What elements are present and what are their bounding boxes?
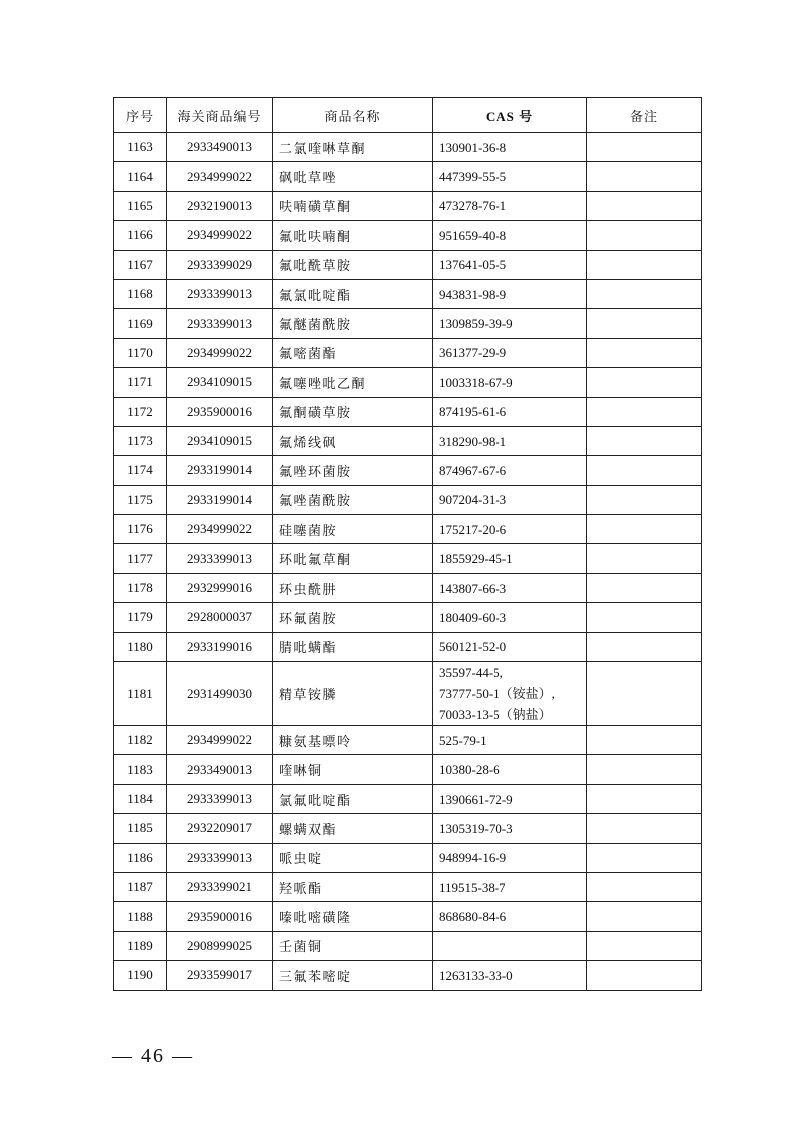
cell-seq: 1187 — [114, 872, 167, 901]
cell-note — [587, 309, 702, 338]
table-row — [114, 726, 702, 755]
cell-seq: 1184 — [114, 784, 167, 813]
cell-note — [587, 279, 702, 308]
header-note: 备注 — [587, 98, 702, 133]
table-row — [114, 250, 702, 279]
cell-product-name: 硅噻菌胺 — [273, 515, 433, 544]
cell-seq: 1181 — [114, 662, 167, 726]
cell-seq: 1188 — [114, 902, 167, 931]
cell-cas — [433, 515, 587, 544]
cell-seq: 1173 — [114, 426, 167, 455]
cell-note — [587, 726, 702, 755]
cell-note — [587, 755, 702, 784]
cell-product-name: 羟哌酯 — [273, 872, 433, 901]
cell-note — [587, 603, 702, 632]
cell-cas — [433, 426, 587, 455]
cell-cas — [433, 368, 587, 397]
cell-seq: 1190 — [114, 961, 167, 990]
cell-cas — [433, 573, 587, 602]
cell-customs-code: 2934999022 — [167, 338, 273, 367]
cell-product-name: 氟嘧菌酯 — [273, 338, 433, 367]
cell-seq: 1186 — [114, 843, 167, 872]
cas-number: 143807-66-3 — [439, 580, 507, 596]
cell-cas — [433, 872, 587, 901]
cas-number: 1309859-39-9 — [439, 316, 513, 332]
table-row — [114, 573, 702, 602]
cell-note — [587, 250, 702, 279]
cell-customs-code: 2931499030 — [167, 662, 273, 726]
cell-cas — [433, 961, 587, 990]
header-product-name: 商品名称 — [273, 98, 433, 133]
cell-product-name: 环虫酰肼 — [273, 573, 433, 602]
cell-seq: 1166 — [114, 221, 167, 250]
cell-customs-code: 2934999022 — [167, 162, 273, 191]
cas-number: 318290-98-1 — [439, 433, 507, 449]
cell-cas — [433, 162, 587, 191]
cell-customs-code: 2928000037 — [167, 603, 273, 632]
cell-note — [587, 872, 702, 901]
cell-customs-code: 2933399029 — [167, 250, 273, 279]
table-row — [114, 426, 702, 455]
cell-cas — [433, 133, 587, 162]
cell-product-name: 氟唑菌酰胺 — [273, 485, 433, 514]
cell-product-name: 糠氨基嘌呤 — [273, 726, 433, 755]
cell-customs-code: 2933490013 — [167, 755, 273, 784]
cell-note — [587, 456, 702, 485]
cell-note — [587, 515, 702, 544]
cell-seq: 1179 — [114, 603, 167, 632]
table-row — [114, 902, 702, 931]
cell-customs-code: 2935900016 — [167, 902, 273, 931]
cell-note — [587, 162, 702, 191]
cell-note — [587, 133, 702, 162]
table-row — [114, 872, 702, 901]
cell-product-name: 腈吡螨酯 — [273, 632, 433, 661]
cell-seq: 1176 — [114, 515, 167, 544]
cell-product-name: 二氯喹啉草酮 — [273, 133, 433, 162]
cas-number: 361377-29-9 — [439, 345, 507, 361]
cell-cas — [433, 931, 587, 960]
cell-product-name: 呋喃磺草酮 — [273, 191, 433, 220]
table-row — [114, 456, 702, 485]
cell-customs-code: 2933599017 — [167, 961, 273, 990]
table-row — [114, 191, 702, 220]
cas-number: 948994-16-9 — [439, 850, 507, 866]
cell-note — [587, 338, 702, 367]
cell-customs-code: 2933399013 — [167, 544, 273, 573]
cell-seq: 1168 — [114, 279, 167, 308]
cell-product-name: 嗪吡嘧磺隆 — [273, 902, 433, 931]
cell-note — [587, 662, 702, 726]
cell-product-name: 环吡氟草酮 — [273, 544, 433, 573]
cas-number: 180409-60-3 — [439, 609, 507, 625]
cas-number: 447399-55-5 — [439, 169, 507, 185]
cell-note — [587, 485, 702, 514]
cell-note — [587, 544, 702, 573]
cell-customs-code: 2933399013 — [167, 784, 273, 813]
cas-number: 560121-52-0 — [439, 639, 507, 655]
table-row — [114, 221, 702, 250]
cell-seq: 1175 — [114, 485, 167, 514]
cell-cas — [433, 456, 587, 485]
cell-customs-code: 2933399021 — [167, 872, 273, 901]
cell-seq: 1167 — [114, 250, 167, 279]
table-row — [114, 843, 702, 872]
cas-number: 1263133-33-0 — [439, 967, 513, 983]
cell-note — [587, 221, 702, 250]
cell-seq: 1174 — [114, 456, 167, 485]
cell-cas — [433, 784, 587, 813]
cell-product-name: 喹啉铜 — [273, 755, 433, 784]
table-row — [114, 515, 702, 544]
cell-product-name: 三氟苯嘧啶 — [273, 961, 433, 990]
header-customs-code: 海关商品编号 — [167, 98, 273, 133]
cell-cas — [433, 726, 587, 755]
table-row — [114, 784, 702, 813]
cas-number: 943831-98-9 — [439, 286, 507, 302]
cell-customs-code: 2908999025 — [167, 931, 273, 960]
cell-seq: 1185 — [114, 814, 167, 843]
cell-customs-code: 2933199016 — [167, 632, 273, 661]
cell-cas — [433, 544, 587, 573]
cell-product-name: 氟唑环菌胺 — [273, 456, 433, 485]
cas-number: 175217-20-6 — [439, 521, 507, 537]
table-row — [114, 485, 702, 514]
cell-cas — [433, 221, 587, 250]
cell-product-name: 砜吡草唑 — [273, 162, 433, 191]
cas-number: 137641-05-5 — [439, 257, 507, 273]
cell-cas — [433, 814, 587, 843]
table-row — [114, 279, 702, 308]
table-row — [114, 632, 702, 661]
table-row — [114, 603, 702, 632]
cell-note — [587, 368, 702, 397]
cas-number: 525-79-1 — [439, 732, 487, 748]
cell-cas — [433, 755, 587, 784]
cell-product-name: 氟氯吡啶酯 — [273, 279, 433, 308]
cell-customs-code: 2934999022 — [167, 515, 273, 544]
cell-seq: 1165 — [114, 191, 167, 220]
cell-note — [587, 632, 702, 661]
table-row — [114, 814, 702, 843]
cas-number: 130901-36-8 — [439, 139, 507, 155]
table-row — [114, 755, 702, 784]
header-seq: 序号 — [114, 98, 167, 133]
cas-number: 874195-61-6 — [439, 404, 507, 420]
cell-product-name: 氯氟吡啶酯 — [273, 784, 433, 813]
table-row — [114, 338, 702, 367]
header-cas: CAS 号 — [433, 98, 587, 133]
cell-cas — [433, 662, 587, 726]
cell-cas — [433, 603, 587, 632]
cell-seq: 1183 — [114, 755, 167, 784]
cell-customs-code: 2934999022 — [167, 726, 273, 755]
cell-cas — [433, 250, 587, 279]
cell-product-name: 环氟菌胺 — [273, 603, 433, 632]
cell-cas — [433, 632, 587, 661]
table-header-row — [114, 98, 702, 133]
cell-cas — [433, 485, 587, 514]
table-row — [114, 961, 702, 990]
table-row — [114, 162, 702, 191]
cas-number: 73777-50-1（铵盐）, — [439, 686, 555, 702]
cas-number: 907204-31-3 — [439, 492, 507, 508]
cell-note — [587, 426, 702, 455]
cell-note — [587, 814, 702, 843]
cell-cas — [433, 338, 587, 367]
cell-customs-code: 2934109015 — [167, 426, 273, 455]
cas-number: 868680-84-6 — [439, 909, 507, 925]
table-body — [114, 133, 702, 991]
cas-number: 951659-40-8 — [439, 227, 507, 243]
table-row — [114, 662, 702, 726]
cell-product-name: 氟醚菌酰胺 — [273, 309, 433, 338]
cell-note — [587, 573, 702, 602]
table-row — [114, 931, 702, 960]
cell-customs-code: 2935900016 — [167, 397, 273, 426]
cell-product-name: 壬菌铜 — [273, 931, 433, 960]
table-row — [114, 544, 702, 573]
cas-number: 10380-28-6 — [439, 762, 500, 778]
cell-customs-code: 2933399013 — [167, 843, 273, 872]
cell-note — [587, 843, 702, 872]
cell-seq: 1163 — [114, 133, 167, 162]
cell-customs-code: 2933199014 — [167, 456, 273, 485]
cell-seq: 1172 — [114, 397, 167, 426]
cell-product-name: 螺螨双酯 — [273, 814, 433, 843]
cell-seq: 1189 — [114, 931, 167, 960]
cas-number: 1003318-67-9 — [439, 374, 513, 390]
cell-cas — [433, 191, 587, 220]
cell-product-name: 氟吡呋喃酮 — [273, 221, 433, 250]
table-row — [114, 133, 702, 162]
cell-customs-code: 2933399013 — [167, 279, 273, 308]
page-number: — 46 — — [112, 1045, 194, 1067]
cas-number: 119515-38-7 — [439, 879, 506, 895]
cell-customs-code: 2932999016 — [167, 573, 273, 602]
cell-customs-code: 2933399013 — [167, 309, 273, 338]
cell-seq: 1164 — [114, 162, 167, 191]
cell-note — [587, 191, 702, 220]
cell-product-name: 氟噻唑吡乙酮 — [273, 368, 433, 397]
cell-customs-code: 2934999022 — [167, 221, 273, 250]
cell-customs-code: 2933490013 — [167, 133, 273, 162]
cell-customs-code: 2933199014 — [167, 485, 273, 514]
cell-customs-code: 2932190013 — [167, 191, 273, 220]
cell-note — [587, 931, 702, 960]
cell-note — [587, 397, 702, 426]
substance-table — [113, 97, 702, 991]
table-row — [114, 309, 702, 338]
cell-note — [587, 902, 702, 931]
cas-number: 35597-44-5, — [439, 665, 503, 681]
cell-customs-code: 2932209017 — [167, 814, 273, 843]
cas-number: 473278-76-1 — [439, 198, 507, 214]
cell-product-name: 氟烯线砜 — [273, 426, 433, 455]
cas-number: 874967-67-6 — [439, 462, 507, 478]
cas-number: 1855929-45-1 — [439, 551, 513, 567]
cell-cas — [433, 843, 587, 872]
cell-seq: 1180 — [114, 632, 167, 661]
table-row — [114, 368, 702, 397]
cas-number: 1390661-72-9 — [439, 791, 513, 807]
cas-number: 1305319-70-3 — [439, 820, 513, 836]
cell-product-name: 哌虫啶 — [273, 843, 433, 872]
cell-seq: 1170 — [114, 338, 167, 367]
cas-number: 70033-13-5（钠盐） — [439, 707, 552, 723]
cell-customs-code: 2934109015 — [167, 368, 273, 397]
cell-note — [587, 784, 702, 813]
cell-product-name: 氟酮磺草胺 — [273, 397, 433, 426]
cell-cas — [433, 902, 587, 931]
cell-cas — [433, 279, 587, 308]
cell-cas — [433, 397, 587, 426]
cell-product-name: 精草铵膦 — [273, 662, 433, 726]
cell-seq: 1178 — [114, 573, 167, 602]
cell-seq: 1169 — [114, 309, 167, 338]
cell-seq: 1171 — [114, 368, 167, 397]
table-row — [114, 397, 702, 426]
cell-seq: 1177 — [114, 544, 167, 573]
cell-cas — [433, 309, 587, 338]
cell-note — [587, 961, 702, 990]
cell-product-name: 氟吡酰草胺 — [273, 250, 433, 279]
cell-seq: 1182 — [114, 726, 167, 755]
